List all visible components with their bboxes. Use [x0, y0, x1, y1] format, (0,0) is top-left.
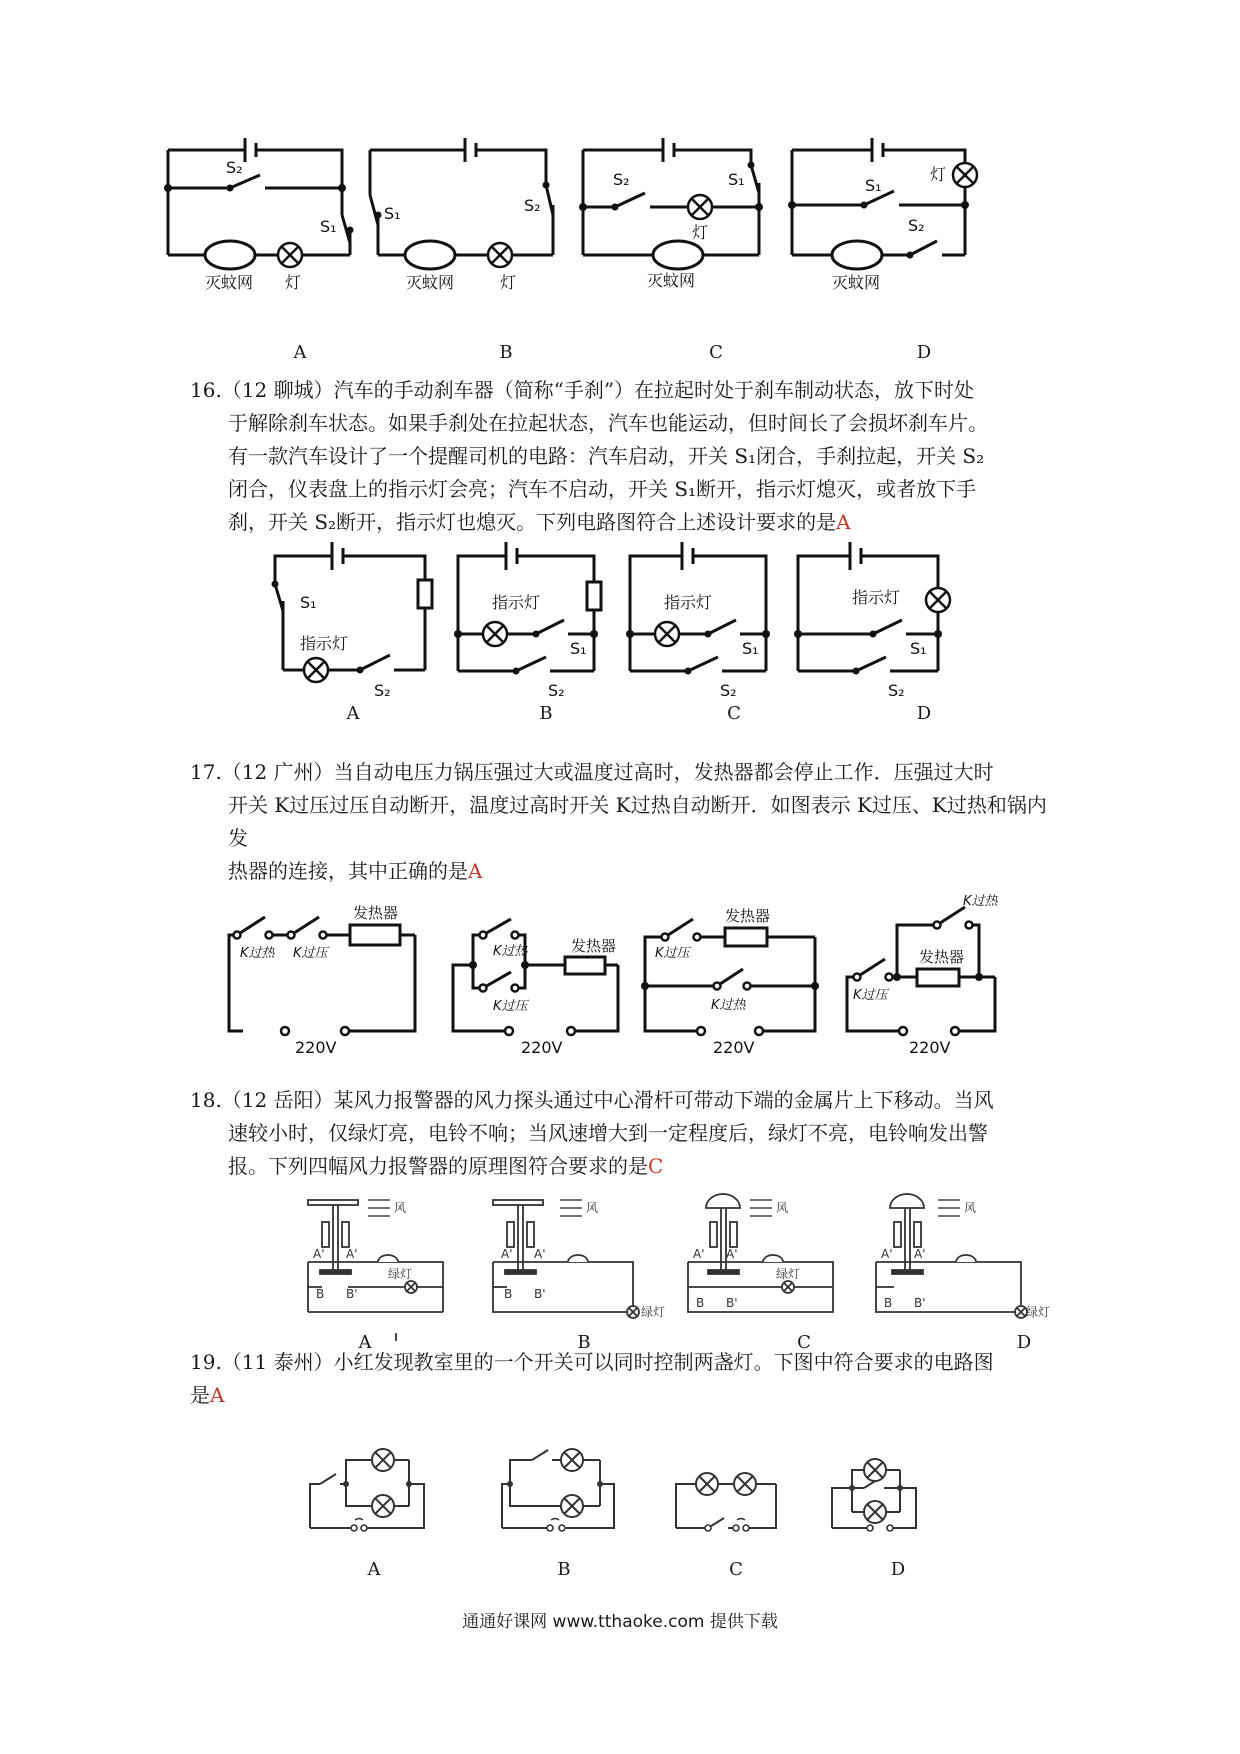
- q17-b-kheat: K过热: [493, 944, 528, 959]
- q19-line-2: 是: [190, 1383, 210, 1407]
- q18-line-3: 报。下列四幅风力报警器的原理图符合要求的是: [228, 1154, 648, 1178]
- q19-line-1: 19.（11 泰州）小红发现教室里的一个开关可以同时控制两盏灯。下图中符合要求的电路图: [190, 1350, 994, 1374]
- q17-line-2: 开关 K过压过压自动断开，温度过高时开关 K过热自动断开．如图表示 K过压、K过热和锅内发: [228, 793, 1047, 850]
- q18-a-green: 绿灯: [388, 1267, 413, 1281]
- q16-circuit-a: [275, 542, 432, 670]
- q19-label-a: A: [367, 1559, 381, 1580]
- q18-c-label-bp: B': [726, 1296, 738, 1310]
- q18-b-wind: 风: [586, 1201, 599, 1215]
- q16-label-a: A: [346, 703, 360, 724]
- q17-c-voltage: 220V: [713, 1038, 755, 1057]
- q15-a-s2: S₂: [226, 158, 243, 177]
- q17-line-3: 热器的连接，其中正确的是: [228, 859, 468, 883]
- q16-label-b: B: [539, 703, 553, 724]
- q15-label-b: B: [499, 342, 513, 363]
- q18-d-label-b: B: [884, 1296, 893, 1310]
- q16-figures: [270, 536, 1010, 706]
- q18-b-label-bp: B': [534, 1287, 546, 1301]
- q17-figures: [225, 885, 1085, 1055]
- q16-circuits: [270, 536, 1010, 706]
- q17-c-kpress: K过压: [655, 946, 690, 961]
- q15-a-net: 灭蚊网: [205, 273, 254, 292]
- q15-b-s2: S₂: [524, 196, 541, 215]
- q18-d-label-ap: A': [914, 1247, 926, 1261]
- q16-label-d: D: [916, 703, 932, 724]
- q18-label-c: C: [797, 1332, 811, 1353]
- q16-line-5-wrap: [190, 506, 1060, 539]
- q15-a-lamp: 灯: [285, 273, 302, 292]
- q18-d-label-a: A': [881, 1247, 893, 1261]
- q16-a-s1: S₁: [300, 593, 317, 612]
- q18-label-a: A: [358, 1332, 372, 1353]
- q18-b-label-ap: A': [534, 1247, 546, 1261]
- q18-b-green: 绿灯: [641, 1305, 666, 1319]
- q18-a-label-ap: A': [346, 1247, 358, 1261]
- q18-line-3-wrap: [190, 1150, 1060, 1183]
- q16-b-s2: S₂: [548, 681, 565, 700]
- q18-c-green: 绿灯: [776, 1267, 801, 1281]
- q18-circuit-c: [688, 1194, 833, 1312]
- q18-a-label-a: A': [313, 1247, 325, 1261]
- q18-circuits: [298, 1192, 1138, 1342]
- q15-c-lamp: 灯: [692, 223, 709, 242]
- q17-line-3-wrap: [190, 855, 1060, 888]
- q18-b-label-b: B: [504, 1287, 513, 1301]
- q19-answer: A: [210, 1383, 225, 1407]
- q18-c-label-b: B: [696, 1296, 705, 1310]
- q18-circuit-b: [493, 1200, 639, 1318]
- q18-c-label-ap: A': [726, 1247, 738, 1261]
- q19-line-2-wrap: [190, 1379, 1060, 1412]
- q16-c-lamp: 指示灯: [664, 593, 713, 612]
- q19-circuit-c: [676, 1484, 776, 1528]
- q15-label-c: C: [709, 342, 723, 363]
- q16-b-lamp: 指示灯: [492, 593, 541, 612]
- q18-label-b: B: [577, 1332, 591, 1353]
- q18-circuit-a: [308, 1200, 443, 1341]
- q19-circuits: [306, 1440, 1006, 1550]
- q17-d-kpress: K过压: [853, 988, 888, 1003]
- q15-d-lamp: 灯: [930, 165, 947, 184]
- q16-label-c: C: [727, 703, 741, 724]
- q15-c-s2: S₂: [613, 170, 630, 189]
- q15-label-a: A: [293, 342, 307, 363]
- q15-circuits: [160, 125, 990, 295]
- q15-label-d: D: [916, 342, 932, 363]
- q16-a-s2: S₂: [374, 681, 391, 700]
- q16-line-5: 刹，开关 S₂断开，指示灯也熄灭。下列电路图符合上述设计要求的是: [228, 510, 837, 534]
- q15-b-net: 灭蚊网: [406, 273, 455, 292]
- q18-circuit-d: [876, 1194, 1027, 1318]
- page-footer: 通通好课网 www.tthaoke.com 提供下载: [462, 1612, 778, 1632]
- q15-circuit-d: [792, 138, 965, 269]
- q18-label-d: D: [1016, 1332, 1032, 1353]
- q15-circuit-c: [583, 138, 759, 269]
- q16-line-3: 有一款汽车设计了一个提醒司机的电路：汽车启动，开关 S₁闭合，手刹拉起，开关 S₂: [228, 444, 985, 468]
- q17-b-heater: 发热器: [571, 937, 617, 955]
- q15-a-s1: S₁: [320, 217, 337, 236]
- q16-d-lamp: 指示灯: [852, 588, 901, 607]
- q18-line-2: 速较小时，仅绿灯亮，电铃不响；当风速增大到一定程度后，绿灯不亮，电铃响发出警: [228, 1121, 988, 1145]
- q19-circuit-a: [310, 1460, 424, 1528]
- q18-a-wind: 风: [394, 1201, 407, 1215]
- q15-c-net: 灭蚊网: [647, 271, 696, 290]
- q16-a-lamp: 指示灯: [300, 634, 349, 653]
- q19-label-b: B: [557, 1559, 571, 1580]
- q15-d-s2: S₂: [908, 216, 925, 235]
- q17-circuit-c: [645, 919, 815, 1031]
- q17-b-voltage: 220V: [521, 1038, 563, 1057]
- q15-d-net: 灭蚊网: [832, 273, 881, 292]
- q19-label-d: D: [890, 1559, 906, 1580]
- q18-d-wind: 风: [964, 1201, 977, 1215]
- q16-c-s1: S₁: [742, 639, 759, 658]
- q15-d-s1: S₁: [865, 176, 882, 195]
- q16-line-2: 于解除刹车状态。如果手刹处在拉起状态，汽车也能运动，但时间长了会损坏刹车片。: [228, 411, 988, 435]
- q15-c-s1: S₁: [728, 170, 745, 189]
- q15-figures: [160, 125, 990, 295]
- q17-c-kheat: K过热: [711, 998, 746, 1013]
- question-16: [190, 374, 1060, 539]
- q15-circuit-a: [168, 138, 350, 269]
- q17-circuits: [225, 885, 1085, 1055]
- q15-b-s1: S₁: [384, 204, 401, 223]
- q16-b-s1: S₁: [570, 639, 587, 658]
- q18-answer: C: [648, 1154, 664, 1178]
- q19-figures: [306, 1440, 1006, 1550]
- question-18: [190, 1084, 1060, 1183]
- q16-line-4: 闭合，仪表盘上的指示灯会亮；汽车不启动，开关 S₁断开，指示灯熄灭，或者放下手: [228, 477, 977, 501]
- question-19: [190, 1346, 1060, 1412]
- q17-a-kpress: K过压: [293, 946, 328, 961]
- q16-d-s1: S₁: [910, 639, 927, 658]
- q18-a-label-bp: B': [346, 1287, 358, 1301]
- q17-a-kheat: K过热: [240, 946, 275, 961]
- q16-answer: A: [836, 510, 851, 534]
- q19-label-c: C: [729, 1559, 743, 1580]
- question-17: [190, 756, 1060, 888]
- q17-d-heater: 发热器: [919, 948, 965, 966]
- q17-circuit-b: [453, 919, 618, 1031]
- q18-a-label-b: B: [316, 1287, 325, 1301]
- q16-line-1: 16.（12 聊城）汽车的手动刹车器（简称“手刹”）在拉起时处于刹车制动状态，放下时处: [190, 378, 975, 402]
- q17-d-voltage: 220V: [909, 1038, 951, 1057]
- q17-a-heater: 发热器: [353, 904, 399, 922]
- q16-c-s2: S₂: [720, 681, 737, 700]
- q16-d-s2: S₂: [888, 681, 905, 700]
- q18-b-label-a: A': [501, 1247, 513, 1261]
- q19-circuit-b: [502, 1450, 614, 1528]
- q17-answer: A: [468, 859, 483, 883]
- q18-d-green: 绿灯: [1026, 1305, 1051, 1319]
- q18-c-wind: 风: [776, 1201, 789, 1215]
- q18-figures: [298, 1192, 1138, 1342]
- q18-c-label-a: A': [693, 1247, 705, 1261]
- q17-b-kpress: K过压: [493, 999, 528, 1014]
- q15-b-lamp: 灯: [500, 273, 517, 292]
- q17-c-heater: 发热器: [725, 907, 771, 925]
- q17-a-voltage: 220V: [295, 1038, 337, 1057]
- q17-d-kheat: K过热: [963, 894, 998, 909]
- q18-line-1: 18.（12 岳阳）某风力报警器的风力探头通过中心滑杆可带动下端的金属片上下移动。当风: [190, 1088, 994, 1112]
- q18-d-label-bp: B': [914, 1296, 926, 1310]
- q17-line-1: 17.（12 广州）当自动电压力锅压强过大或温度过高时，发热器都会停止工作．压强过大时: [190, 760, 994, 784]
